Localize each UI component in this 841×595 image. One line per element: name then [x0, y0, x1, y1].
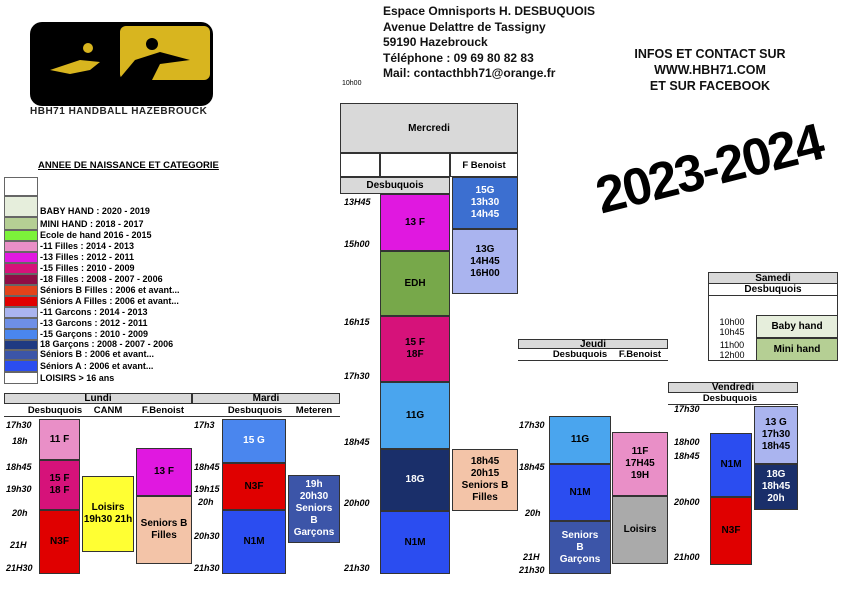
time-label: 19h15 [194, 484, 220, 494]
time-label: 10h00 [342, 80, 362, 87]
legend-swatch [4, 177, 38, 196]
legend-swatch [4, 329, 38, 340]
legend-label: -11 Garcons : 2014 - 2013 [40, 307, 148, 317]
time-label: 18h00 [674, 437, 700, 447]
legend-swatch [4, 252, 38, 263]
time-label: 16h15 [344, 317, 370, 327]
address-line: Espace Omnisports H. DESBUQUOIS [383, 4, 596, 18]
legend-label: MINI HAND : 2018 - 2017 [40, 219, 144, 229]
time-label: 20h [12, 508, 28, 518]
legend-swatch [4, 274, 38, 285]
time-label: 11h00 12h00 [719, 339, 745, 360]
slot-mini-hand[interactable]: Mini hand [756, 338, 838, 361]
time-label: 19h30 [6, 484, 32, 494]
slot-15f-18f[interactable]: 15 F 18 F [39, 460, 80, 510]
col-header: Desbuquois [340, 177, 450, 194]
slot-n1m[interactable]: N1M [710, 433, 752, 497]
col-header: Meteren [295, 404, 333, 416]
time-label: 18h45 [519, 462, 545, 472]
time-label: 21h30 [194, 563, 220, 573]
slot-18g[interactable]: 18G [380, 449, 450, 511]
slot-loisirs[interactable]: Loisirs [612, 496, 668, 564]
slot-11f[interactable]: 11F 17H45 19H [612, 432, 668, 496]
slot-seniors-b-garcons[interactable]: Seniors B Garçons [549, 521, 611, 574]
col-header: F Benoist [450, 153, 518, 177]
info-line: ET SUR FACEBOOK [649, 79, 771, 93]
legend-swatch [4, 296, 38, 307]
slot-15g[interactable]: 15 G [222, 419, 286, 463]
slot-11g[interactable]: 11G [380, 382, 450, 449]
slot-n3f[interactable]: N3F [710, 497, 752, 565]
phone-line: Téléphone : 09 69 80 82 83 [383, 50, 534, 65]
time-label: 18h [12, 436, 28, 446]
info-contact [610, 46, 810, 94]
legend-label: Séniors A : 2006 et avant... [40, 361, 154, 371]
col-header: Desbuquois [708, 284, 838, 295]
col-header: Desbuquois [552, 349, 608, 360]
legend-label: -13 Garcons : 2012 - 2011 [40, 318, 148, 328]
slot-n3f[interactable]: N3F [222, 463, 286, 510]
slot-15f-18f[interactable]: 15 F 18F [380, 316, 450, 382]
col-header: F.Benoist [141, 404, 185, 416]
col-header: Desbuquois [227, 404, 283, 416]
day-header-monday: Lundi [4, 393, 192, 404]
legend-label: -18 Filles : 2008 - 2007 - 2006 [40, 274, 163, 284]
time-label: 15h00 [344, 239, 370, 249]
legend-swatch [4, 372, 38, 384]
slot-13f[interactable]: 13 F [136, 448, 192, 496]
legend-label: BABY HAND : 2020 - 2019 [40, 206, 150, 216]
time-label: 21h30 [519, 565, 545, 575]
address-block [383, 4, 595, 82]
slot-11g[interactable]: 11G [549, 416, 611, 464]
legend-label: 18 Garçons : 2008 - 2007 - 2006 [40, 339, 174, 349]
day-header-wednesday: Mercredi [340, 103, 518, 153]
time-label: 18h45 [194, 462, 220, 472]
time-label: 21H30 [6, 563, 33, 573]
time-label: 21H [523, 552, 540, 562]
address-line: Avenue Delattre de Tassigny [383, 19, 546, 34]
logo-caption: HBH71 HANDBALL HAZEBROUCK [30, 106, 208, 117]
time-label: 21H [10, 540, 27, 550]
mail-line[interactable]: Mail: contacthbh71@orange.fr [383, 66, 556, 80]
time-label: 18h45 [674, 451, 700, 461]
day-header-thursday: Jeudi [518, 339, 668, 349]
legend-swatch [4, 307, 38, 318]
slot-n1m[interactable]: N1M [380, 511, 450, 574]
legend-swatch [4, 263, 38, 274]
col-header: CANM [93, 404, 123, 416]
slot-n1m[interactable]: N1M [222, 510, 286, 574]
legend-swatch [4, 350, 38, 360]
time-label: 17h30 [519, 420, 545, 430]
season-title: 2023-2024 [590, 113, 829, 226]
day-header-friday: Vendredi [668, 382, 798, 393]
legend-swatch [4, 217, 38, 230]
time-label: 17h30 [6, 420, 32, 430]
time-label: 10h00 10h45 [719, 316, 745, 337]
legend-swatch [4, 318, 38, 329]
time-label: 17h30 [344, 371, 370, 381]
legend-label: Ecole de hand 2016 - 2015 [40, 230, 152, 240]
legend-label: -11 Filles : 2014 - 2013 [40, 241, 135, 251]
slot-seniors-b-filles[interactable]: 18h45 20h15 Seniors B Filles [452, 449, 518, 511]
slot-n3f[interactable]: N3F [39, 510, 80, 574]
time-label: 21h30 [344, 563, 370, 573]
slot-13g[interactable]: 13 G 17h30 18h45 [754, 406, 798, 464]
col-header: F.Benoist [618, 349, 662, 360]
time-label: 21h00 [674, 552, 700, 562]
slot-18g[interactable]: 18G 18h45 20h [754, 464, 798, 510]
slot-seniors-b-filles[interactable]: Seniors B Filles [136, 496, 192, 564]
slot-seniors-b-garcons[interactable]: 19h 20h30 Seniors B Garçons [288, 475, 340, 543]
legend-swatch [4, 340, 38, 350]
legend-swatch [4, 285, 38, 296]
col-header: Desbuquois [27, 404, 83, 416]
slot-15g[interactable]: 15G 13h30 14h45 [452, 177, 518, 229]
time-label: 17h3 [194, 420, 215, 430]
legend-label: -13 Filles : 2012 - 2011 [40, 252, 135, 262]
day-header-saturday: Samedi [708, 272, 838, 284]
legend-label: LOISIRS > 16 ans [40, 373, 115, 383]
col-header: Desbuquois [702, 393, 758, 404]
handball-player-icon [40, 30, 210, 102]
time-label: 20h30 [194, 531, 220, 541]
legend-title: ANNEE DE NAISSANCE ET CATEGORIE [38, 160, 219, 171]
slot-baby-hand[interactable]: Baby hand [756, 315, 838, 338]
legend-label: Séniors B Filles : 2006 et avant... [40, 285, 180, 295]
info-line: INFOS ET CONTACT SUR [634, 47, 786, 61]
time-label: 18h45 [6, 462, 32, 472]
time-label: 13H45 [344, 197, 371, 207]
time-label: 17h30 [674, 404, 700, 414]
slot-13f[interactable]: 13 F [380, 194, 450, 251]
slot-loisirs[interactable]: Loisirs 19h30 21h [82, 476, 134, 552]
legend-swatch [4, 230, 38, 241]
time-label: 20h [198, 497, 214, 507]
legend-label: Séniors A Filles : 2006 et avant... [40, 296, 179, 306]
address-line: 59190 Hazebrouck [383, 35, 488, 49]
website-link[interactable]: WWW.HBH71.COM [654, 63, 766, 77]
legend-label: -15 Garçons : 2010 - 2009 [40, 329, 149, 339]
slot-n1m[interactable]: N1M [549, 464, 611, 521]
slot-13g[interactable]: 13G 14H45 16H00 [452, 229, 518, 294]
legend-swatch [4, 241, 38, 252]
day-header-tuesday: Mardi [192, 393, 340, 404]
time-label: 20h [525, 508, 541, 518]
legend-swatch [4, 360, 38, 372]
legend-label: -15 Filles : 2010 - 2009 [40, 263, 135, 273]
slot-edh[interactable]: EDH [380, 251, 450, 316]
time-label: 20h00 [674, 497, 700, 507]
legend-label: Séniors B : 2006 et avant... [40, 349, 155, 359]
time-label: 18h45 [344, 437, 370, 447]
legend-swatch [4, 196, 38, 217]
time-label: 20h00 [344, 498, 370, 508]
slot-11f[interactable]: 11 F [39, 419, 80, 460]
